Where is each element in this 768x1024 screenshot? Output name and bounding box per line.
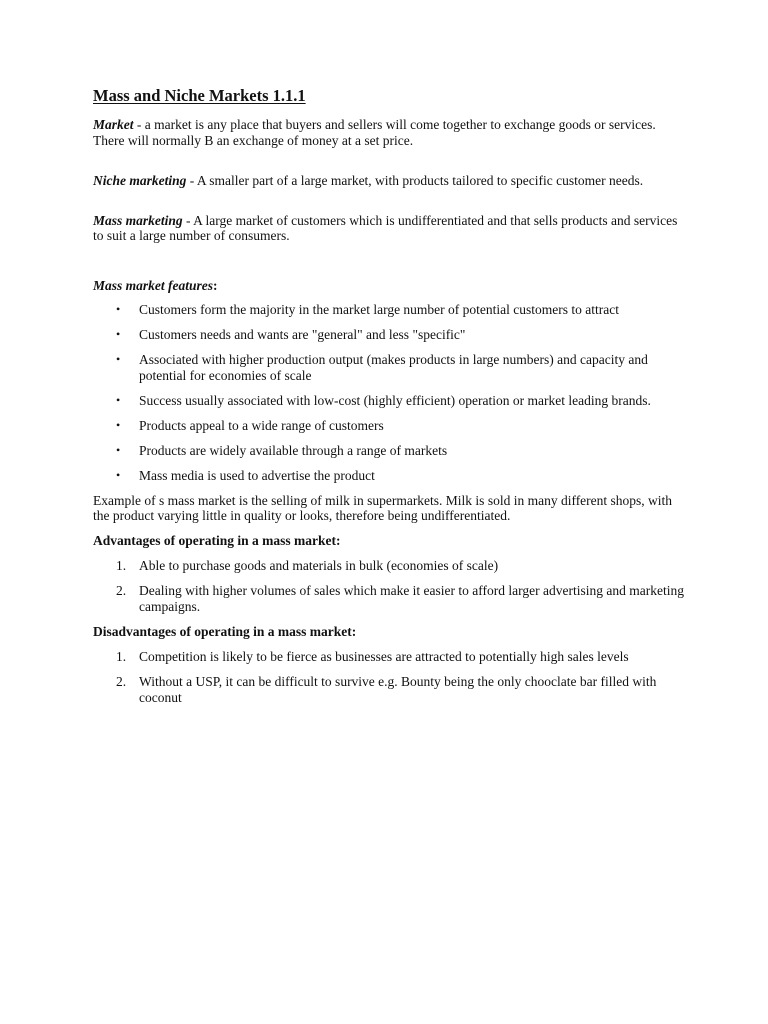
list-item (93, 418, 688, 434)
bullet-icon: • (116, 442, 121, 457)
bullet-icon: • (116, 327, 121, 341)
list-item (93, 649, 688, 665)
list-item-text: Products appeal to a wide range of customers (139, 417, 384, 433)
list-item (93, 583, 688, 614)
definition-text-market: - a market is any place that buyers and sellers will come together to exchange goods or services. There will normally B an exchange of money at a set price. (93, 117, 656, 148)
list-item-text: Customers needs and wants are "general" and less "specific" (139, 327, 466, 342)
list-number: 1. (116, 649, 127, 664)
list-item (93, 327, 688, 343)
list-item (93, 443, 688, 459)
bullet-icon: • (116, 467, 121, 482)
features-heading-colon: : (213, 277, 218, 293)
list-item-text: Competition is likely to be fierce as businesses are attracted to potentially high sales levels (139, 649, 629, 664)
bullet-icon: • (116, 352, 121, 366)
list-item-text: Customers form the majority in the market large number of potential customers to attract (139, 302, 619, 317)
definition-text-niche-marketing: - A smaller part of a large market, with products tailored to specific customer needs. (186, 173, 644, 188)
disadvantages-heading: Disadvantages of operating in a mass market: (93, 623, 357, 639)
list-number: 2. (116, 583, 127, 598)
list-item-text: Mass media is used to advertise the product (139, 467, 375, 483)
list-item-text: Without a USP, it can be difficult to survive e.g. Bounty being the only chooclate bar filled with coconut (139, 674, 657, 705)
bullet-icon: • (116, 302, 121, 316)
bullet-icon: • (116, 392, 121, 407)
list-item (93, 558, 688, 574)
list-number: 1. (116, 558, 127, 573)
list-item (93, 302, 688, 318)
definition-term-niche-marketing: Niche marketing (93, 173, 187, 188)
list-item-text: Able to purchase goods and materials in bulk (economies of scale) (139, 558, 499, 573)
example-paragraph: Example of s mass market is the selling of milk in supermarkets. Milk is sold in many different shops, with the product varying little in quality or looks, therefore being undifferentiated. (93, 492, 673, 523)
list-item-text: Dealing with higher volumes of sales which make it easier to afford larger advertising and marketing campaigns. (139, 583, 684, 614)
definition-term-mass-marketing: Mass marketing (93, 212, 183, 228)
features-list (93, 302, 688, 483)
definition-market (93, 117, 688, 148)
definition-niche-marketing (93, 173, 688, 189)
definition-term-market: Market (93, 117, 134, 132)
list-number: 2. (116, 674, 127, 689)
definition-mass-marketing (93, 213, 688, 244)
list-item-text: Success usually associated with low-cost (highly efficient) operation or market leading brands. (139, 392, 651, 408)
advantages-heading: Advantages of operating in a mass market: (93, 532, 341, 548)
disadvantages-list (93, 649, 688, 705)
bullet-icon: • (116, 417, 121, 432)
definition-text-mass-marketing: - A large market of customers which is undifferentiated and that sells products and services to suit a large number of consumers. (93, 212, 678, 243)
features-heading (93, 278, 688, 294)
list-item-text: Products are widely available through a range of markets (139, 442, 448, 458)
list-item (93, 352, 688, 383)
page-title: Mass and Niche Markets 1.1.1 (93, 86, 306, 105)
features-heading-text: Mass market features (93, 277, 214, 293)
list-item (93, 468, 688, 484)
list-item (93, 393, 688, 409)
advantages-list (93, 558, 688, 614)
list-item-text: Associated with higher production output (makes products in large numbers) and capacity and potential for economies of scale (139, 352, 648, 383)
list-item (93, 674, 688, 705)
